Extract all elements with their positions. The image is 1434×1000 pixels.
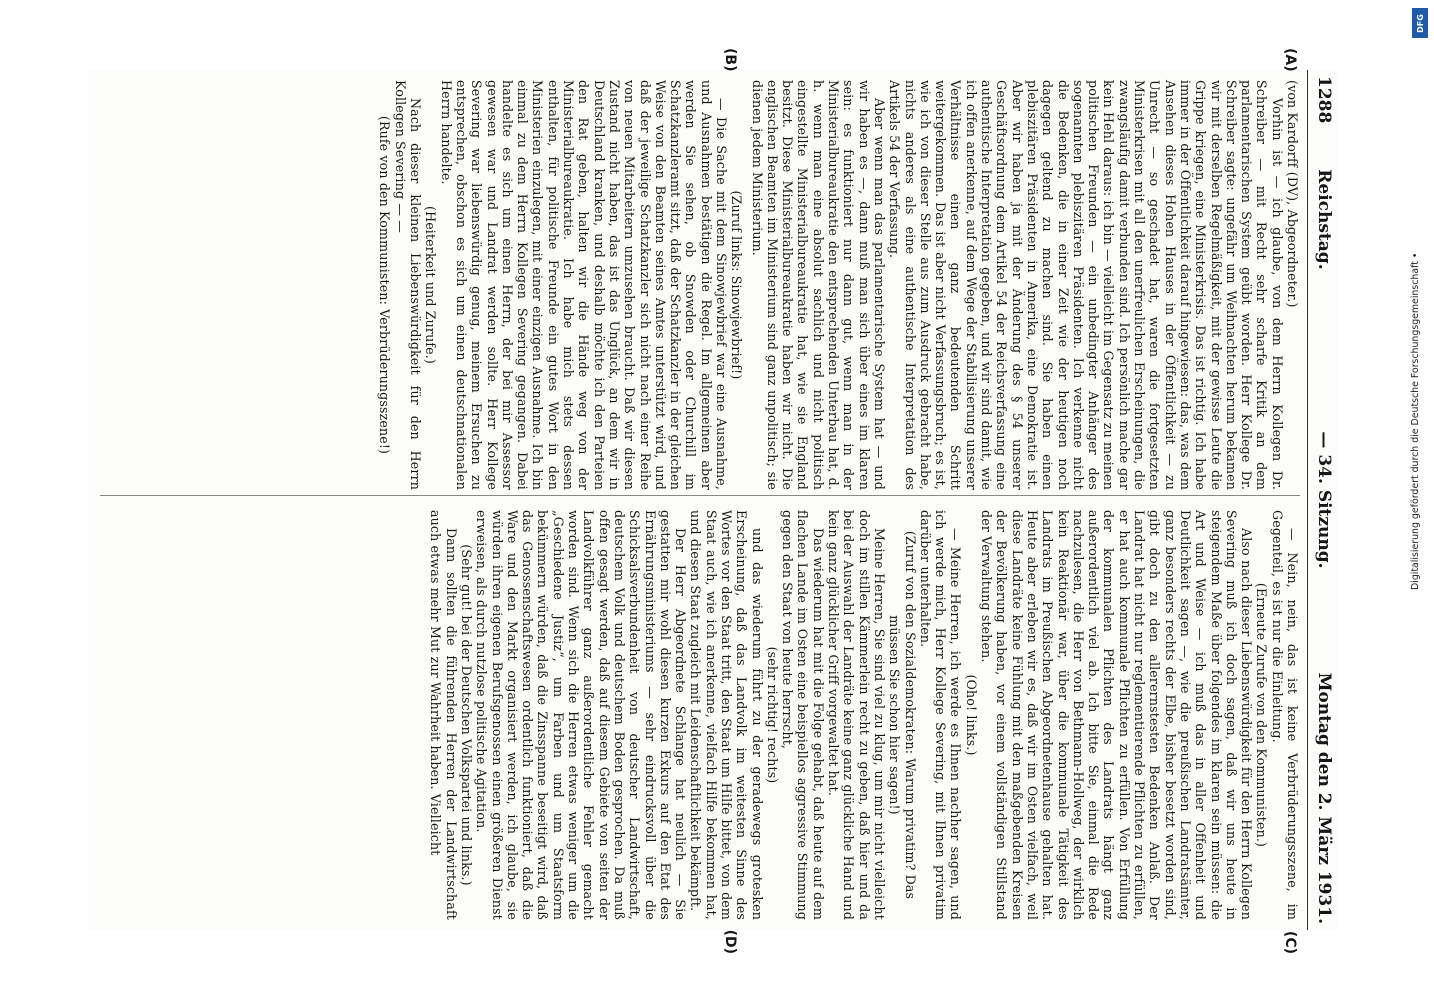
- left-title: Reichstag.: [1314, 169, 1334, 270]
- interjection: (Heiterkeit und Zurufe.): [423, 206, 439, 364]
- scanned-page: [88, 48, 1338, 954]
- interjection: (Oho! links.): [963, 674, 979, 756]
- paragraph: Also nach dieser Liebenswürdigkeit für den Herrn Kollegen Severing muß ich doch sagen, daß wir uns heute in steigendem Maße über folgendes im klaren sein müssen: die Art und Weise — ich muß das in aller Offenheit und Deutlichkeit sagen —, wie die preußischen Landratsämter, ganz besonders rechts der Elbe, bisher besetzt worden sind, gibt doch zu den allerernstesten Bedenken Anlaß. Der Landrat hat nicht nur reglementierende Pflichten zu erfüllen, er hat auch kommunale Pflichten zu erfüllen. Von Erfüllung der kommunalen Pflichten des Landrats hängt ganz außerordentlich viel ab. Ich bitte Sie, einmal die Rede nachzulesen, die Herr von Bethmann-Hollweg, der wirklich kein Reaktionär war, über die kommunale Tätigkeit des Landrats im Preußischen Abgeordnetenhause gehalten hat. Heute aber erleben wir es, daß wir im Osten vielfach, weil diese Landräte keine Fühlung mit den maßgebenden Kreisen der Bevölkerung haben, vor einem vollständigen Stillstand der Verwaltung stehen.: [979, 510, 1255, 920]
- paragraph: — Meine Herren, ich werde es Ihnen nachher sagen, und ich werde mich, Herr Kollege Severing, mit Ihnen privatim darüber unterhalten.: [917, 510, 964, 920]
- margin-marker-a: (A): [1282, 48, 1298, 72]
- digitization-sidebar: [1406, 0, 1434, 1000]
- right-column: [428, 510, 1300, 920]
- session-date: Montag den 2. März 1931.: [1314, 672, 1334, 924]
- speaker-line: (von Kardorff (DV), Abgeordneter.): [1285, 80, 1300, 308]
- margin-marker-b: (B): [722, 48, 738, 72]
- interjection: (Sehr gut! bei der Deutschen Volkspartei und links.): [458, 544, 474, 886]
- header-rule: [1307, 70, 1308, 930]
- paragraph: Nach dieser kleinen Liebenswürdigkeit für den Herrn Kollegen Severing — —: [392, 80, 424, 490]
- running-head: [1308, 70, 1338, 930]
- paragraph: — Die Sache mit dem Sinowjewbrief war eine Ausnahme, und Ausnahmen bestätigen die Regel. Im allgemeinen aber werden Sie sehen, ob Snowden oder Churchill im Schatzkanzleramt sitzt, daß der Schatzkanzler in der gleichen Weise von den Beamten seines Amtes unterstützt wird, und daß der jeweilige Schatzkanzler sich nicht nach einer Reihe von neuen Mitarbeitern umzusehen braucht. Daß wir diesen Zustand nicht haben, das ist das Unglück, an dem wir in Deutschland kranken, und deshalb möchte ich den Parteien den Rat geben, halten wir die Hände weg von der Ministerialbureaukratie. Ich habe mich stets dessen enthalten, für politische Freunde ein gutes Wort in den Ministerien einzulegen, mit einer einzigen Ausnahme. Ich bin einmal zu dem Herrn Kollegen Severing gegangen. Dabei handelte es sich um einen Herrn, der bei mir Assessor gewesen war und Landrat werden sollte. Herr Kollege Severing war liebenswürdig genug, meinem Ersuchen zu entsprechen, obschon es sich um einen deutschnationalen Herrn handelte.: [438, 80, 730, 490]
- paragraph: Dann sollten die führenden Herren der Landwirtschaft auch etwas mehr Mut zur Wahrheit haben. Vielleicht: [428, 510, 459, 920]
- dfg-logo: DFG: [1412, 8, 1428, 38]
- interjection: (sehr richtig! rechts): [764, 646, 780, 784]
- paragraph: und das wiederum führt zu der geradewegs grotesken Erscheinung, daß das Landvolk im weitesten Sinne des Wortes vor den Staat tritt, den Staat um Hilfe bittet, von dem Staat auch, wie ich anerkenne, vielfach Hilfe bekommen hat, und diesen Staat zugleich mit Leidenschaftlichkeit bekämpft.: [688, 510, 765, 920]
- interjection: (Erneute Zurufe von den Kommunisten.): [1254, 582, 1270, 848]
- paragraph: Aber wenn man das parlamentarische System hat — und wir haben es —, dann muß man sich über eines im klaren sein: es funktioniert nur dann gut, wenn man in der Ministerialbureaukratie den entsprechenden Unterbau hat, d. h. wenn man eine absolut sachlich und nicht politisch eingestellte Ministerialbureaukratie hat, wie sie England besitzt. Diese Ministerialbureaukratie haben wir nicht. Die englischen Beamten im Ministerium sind ganz unpolitisch; sie dienen jedem Ministerium.: [749, 80, 887, 490]
- paragraph: Vorhin ist — ich glaube, von dem Herrn Kollegen Dr. Schreiber — mit Recht sehr scharfe Kritik an dem parlamentarischen System geübt worden. Herr Kollege Dr. Schreiber sagte: ungefähr um Weihnachten herum bekamen wir mit derselben Regelmäßigkeit, mit der gewisse Leute die Grippe kriegen, eine Ministerkrisis. Das ist richtig. Ich habe immer in der Öffentlichkeit darauf hingewiesen: das, was dem Ansehen dieses Hohen Hauses in der Öffentlichkeit — zu Unrecht — so geschadet hat, waren die fortgesetzten Ministerkrisen mit all den unerfreulichen Erscheinungen, die zwangsläufig damit verbunden sind. Ich persönlich mache gar kein Hehl daraus: ich bin — vielleicht im Gegensatz zu meinen politischen Freunden — ein unbedingter Anhänger des sogenannten plebiszitären Präsidenten. Ich verkenne nicht die Bedenken, die in einer Zeit wie der heutigen noch dagegen geltend zu machen sind. Sie haben einen plebiszitären Präsidenten in Amerika, eine Demokratie ist. Aber wir haben ja mit der Änderung des § 54 unserer Geschäftsordnung dem Artikel 54 der Reichsverfassung eine authentische Interpretation gegeben, und wir sind damit, wie ich offen anerkenne, auf dem Wege der Stabilisierung unserer Verhältnisse einen ganz bedeutenden Schritt weitergekommen. Das ist aber nicht Verfassungsbruch; es ist, wie ich von dieser Stelle aus zum Ausdruck gebracht habe, nichts anderes als eine authentische Interpretation des Artikels 54 der Verfassung.: [887, 80, 1285, 490]
- interjection: (Rufe von den Kommunisten: Verbrüderungsszene!): [377, 115, 393, 455]
- page-number: 1288: [1314, 76, 1334, 124]
- session-number: — 34. Sitzung.: [1314, 431, 1334, 569]
- left-column: [377, 80, 1300, 490]
- interjection: (Zuruf von den Sozialdemokraten: Warum privatim? Das müssen Sie schon hier sagen!): [887, 530, 918, 900]
- paragraph: — Nein, nein, das ist keine Verbrüderungsszene, im Gegenteil, es ist nur die Einleitung.: [1269, 510, 1300, 920]
- column-divider: [100, 495, 1300, 496]
- interjection: (Zuruf links: Sinowjewbrief!): [729, 190, 745, 380]
- digitization-note: Digitalisierung gefördert durch die Deutsche Forschungsgemeinschaft •: [1410, 252, 1421, 590]
- paragraph: Das wiederum hat mit die Folge gehabt, daß heute auf dem flachen Lande im Osten eine beispiellos aggressive Stimmung gegen den Staat von heute herrscht,: [780, 510, 826, 920]
- margin-marker-d: (D): [722, 929, 738, 954]
- paragraph: Meine Herren, Sie sind viel zu klug, um mir nicht vielleicht doch im stillen Kämmerlein recht zu geben, daß hier und da bei der Auswahl der Landräte keine ganz glückliche Hand und kein ganz glücklicher Griff vorgewaltet hat.: [826, 510, 887, 920]
- margin-marker-c: (C): [1282, 930, 1298, 954]
- paragraph: Der Herr Abgeordnete Schlange hat neulich — Sie gestatten mir wohl diesen kurzen Exkurs auf den Etat des Ernährungsministeriums — sehr eindrucksvoll über die Schicksalsverbundenheit von deutscher Landwirtschaft, deutschem Volk und deutschem Boden gesprochen. Da muß offen gesagt werden, daß auf diesem Gebiete von seiten der Landvolkführer ganz außerordentliche Fehler gemacht worden sind. Wenn sich die Herren etwas weniger um die „Geschiedene Justiz“, um Farben und um Staatsform bekümmern würden, daß die Zinsspanne beseitigt wird, daß das Genossenschaftswesen ordentlich funktioniert, daß die Ware und den Markt organisiert werden, ich glaube, sie würden ihren eigenen Berufsgenossen einen größeren Dienst erweisen, als durch nutzlose politische Agitation.: [474, 510, 689, 920]
